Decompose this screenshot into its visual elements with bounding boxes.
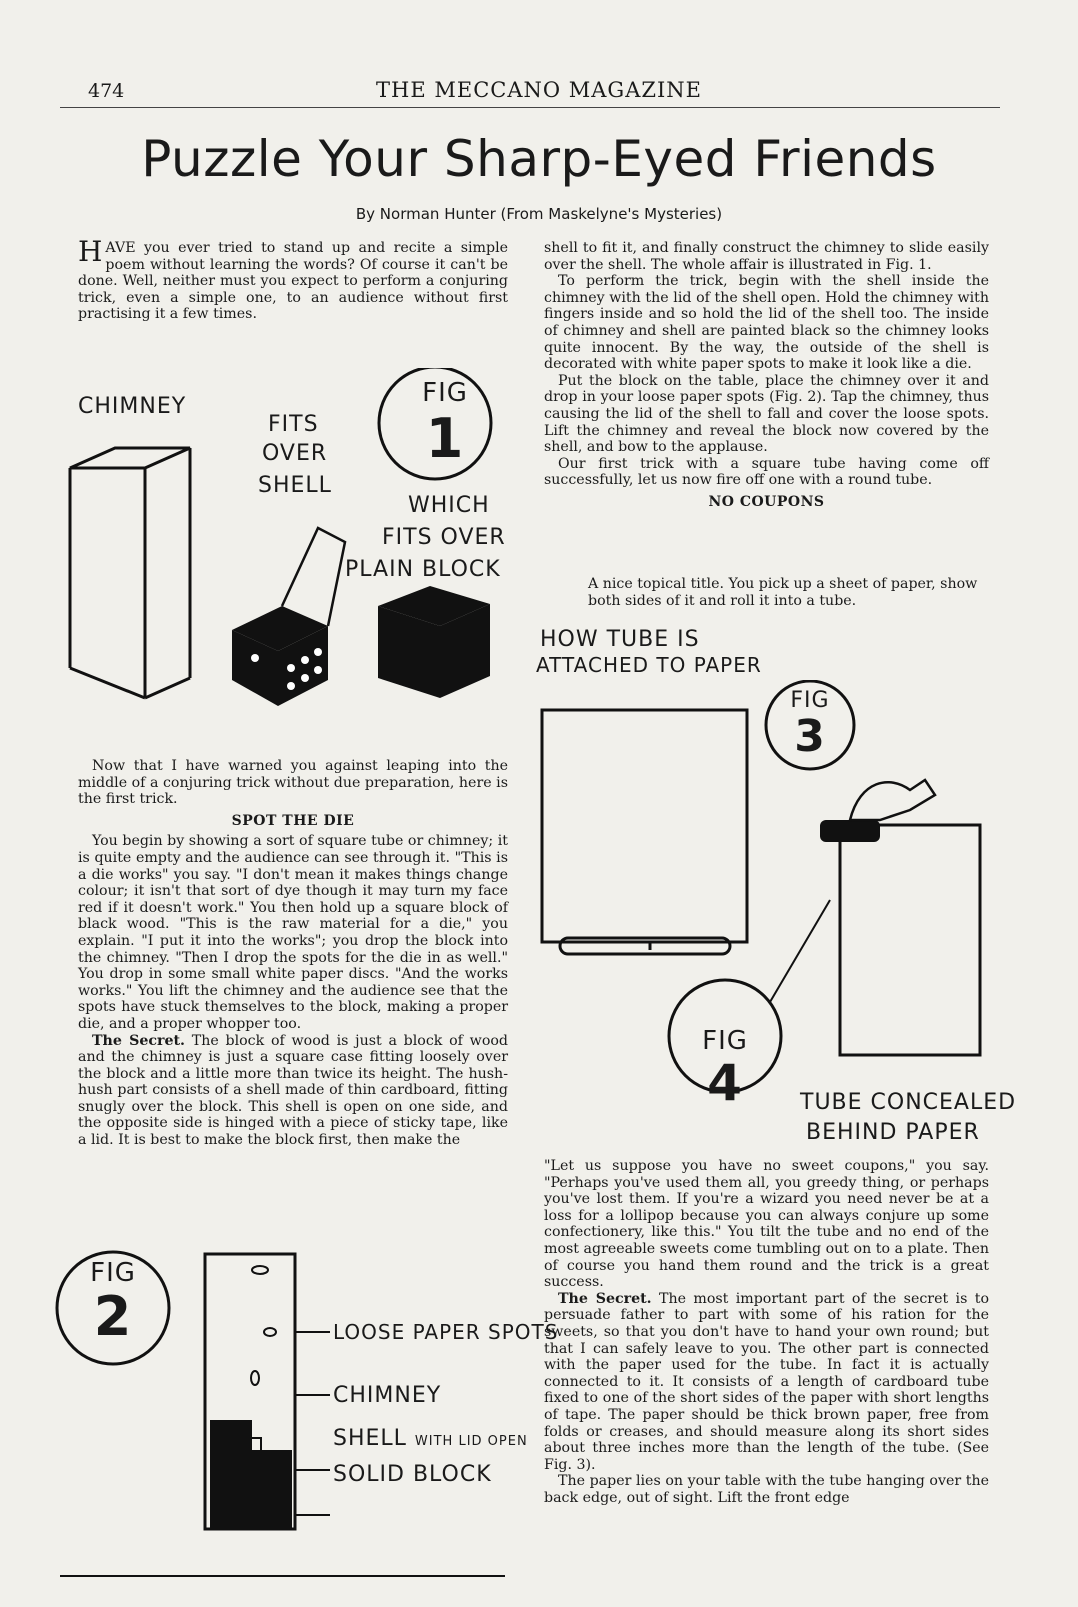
- heading-no-coupons: NO COUPONS: [708, 493, 825, 510]
- label-tube-concealed: TUBE CONCEALED: [800, 1090, 1017, 1115]
- label-fig2-shell: [333, 1428, 528, 1450]
- right-paragraph-3: Put the block on the table, place the chimney over it and drop in your loose paper spots (Fig. 2). Tap the chimney, thus causing the lid of the shell to fall and cover the loose spots. Lift the chimney and reveal the block now covered by the shell, and bow to the applause.: [544, 372, 989, 456]
- label-shell-text: SHELL: [333, 1426, 407, 1451]
- magazine-title: THE MECCANO MAGAZINE: [376, 78, 702, 102]
- right-paragraph-2: To perform the trick, begin with the shell inside the chimney with the lid of the shell open. Hold the chimney with fingers inside and so hold the lid of the shell too. The inside of chimney and shell are painted black so the chimney looks quite innocent. By the way, the outside of the shell is decorated with white paper spots to make it look like a die.: [544, 273, 989, 373]
- secret-text-2: The most important part of the secret is to persuade father to part with some of his ration for the sweets, so that you don't have to hand your own round; but that I can safely leave to you. The other part is connected with the paper used for the tube. In fact it is actually connected to it. It consists of a length of cardboard tube fixed to one of the short sides of the paper with short lengths of tape. The paper should be thick brown paper, free from folds or creases, and should measure along its short sides about three inches more than the length of the tube. (See Fig. 3).: [544, 1290, 990, 1473]
- fig4-tube: [820, 820, 880, 842]
- secret-label-2: The Secret.: [558, 1290, 652, 1307]
- right-column-top: [544, 240, 989, 515]
- spot-the-die-paragraph: You begin by showing a sort of square tube or chimney; it is quite empty and the audience can see through it. "This is a die works" you say. "I don't mean it makes things change colour; it isn't that sort of dye though it may turn my face red if it doesn't work." You then hold up a square block of black wood. "This is the raw material for a die," you explain. "I put it into the works"; you drop the block into the chimney. "Then I drop the spots for the die in as well." You drop in some small white paper discs. "And the works works." You lift the chimney and the audience see that the spots have stuck themselves to the block, making a proper die, and a proper whopper too.: [78, 833, 508, 1032]
- label-behind-paper: BEHIND PAPER: [806, 1120, 980, 1145]
- fig4-badge-number: 4: [707, 1054, 743, 1112]
- label-solid-block: SOLID BLOCK: [333, 1462, 492, 1487]
- warning-paragraph: Now that I have warned you against leaping into the middle of a conjuring trick without due preparation, here is the first trick.: [78, 758, 508, 808]
- label-fig2-chimney: CHIMNEY: [333, 1383, 442, 1408]
- left-column-body: [78, 758, 508, 1149]
- fig2-badge-label: FIG: [90, 1258, 136, 1288]
- right-paragraph-4: Our first trick with a square tube having come off successfully, let us now fire off one with a round tube.: [544, 455, 989, 489]
- fig3-paper-drawing: [542, 710, 747, 950]
- heading-spot-the-die: SPOT THE DIE: [231, 812, 355, 829]
- chimney-drawing: [70, 448, 190, 698]
- intro-text: AVE you ever tried to stand up and recite a simple poem without learning the words? Of course it can't be done. Well, neither must you expect to perform a conjuring trick, even a simple one, to an audience without first practising it a few times.: [78, 240, 508, 323]
- header-rule: [60, 107, 1000, 108]
- byline: By Norman Hunter (From Maskelyne's Mysteries): [355, 205, 723, 223]
- label-loose-paper-spots: LOOSE PAPER SPOTS: [333, 1320, 559, 1344]
- fig4-badge-label: FIG: [702, 1026, 748, 1056]
- hand-icon: [850, 780, 935, 820]
- label-with-lid-open: WITH LID OPEN: [414, 1434, 528, 1449]
- secret-label-1: The Secret.: [92, 1032, 185, 1049]
- label-shell: SHELL: [258, 473, 332, 498]
- label-attached-to-paper: ATTACHED TO PAPER: [536, 653, 762, 677]
- label-fits: FITS: [268, 412, 319, 437]
- intro-paragraph: [78, 235, 508, 323]
- fig2-badge-number: 2: [93, 1285, 133, 1348]
- final-paragraph: The paper lies on your table with the tube hanging over the back edge, out of sight. Lift the front edge: [544, 1473, 989, 1506]
- right-column-bottom: [544, 1158, 989, 1506]
- fig3-badge-label: FIG: [790, 688, 830, 713]
- no-coupons-paragraph: "Let us suppose you have no sweet coupons," you say. "Perhaps you've used them all, you greedy thing, or perhaps you've lost them. If you're a wizard you need never be at a loss for a lollipop because you can always conjure up some confectionery, like this." You tilt the tube and no end of the most agreeable sweets come tumbling out on to a plate. Then of course you hand them round and the trick is a great success.: [544, 1158, 989, 1291]
- no-coupons-text: A nice topical title. You pick up a sheet of paper, show both sides of it and roll it into a tube.: [588, 576, 978, 609]
- label-over: OVER: [262, 441, 328, 466]
- fig2-leader-lines: [295, 1332, 330, 1515]
- label-fits-over: FITS OVER: [382, 525, 506, 550]
- fig1-badge-number: 1: [425, 407, 465, 470]
- label-plain-block: PLAIN BLOCK: [345, 557, 501, 582]
- article-title: Puzzle Your Sharp-Eyed Friends: [141, 130, 937, 188]
- label-which: WHICH: [408, 493, 490, 518]
- fig4-paper-drawing: [840, 825, 980, 1055]
- dropcap: H: [78, 235, 103, 268]
- shell-die-drawing: [232, 528, 345, 706]
- no-coupons-intro: [588, 576, 988, 609]
- fig3-badge-number: 3: [794, 711, 826, 762]
- page-number: 474: [88, 80, 125, 102]
- fig2-block: [210, 1420, 252, 1530]
- secret-text-1: The block of wood is just a block of wood and the chimney is just a square case fitting loosely over the block and a little more than twice its height. The hush-hush part consists of a shell made of thin cardboard, fitting snugly over the block. This shell is open on one side, and the opposite side is hinged with a piece of sticky tape, like a lid. It is best to make the block first, then make the: [78, 1032, 508, 1149]
- plain-block-drawing: [378, 586, 490, 698]
- label-how-tube-is: HOW TUBE IS: [540, 627, 700, 652]
- fig1-badge-label: FIG: [422, 378, 468, 408]
- label-chimney: CHIMNEY: [78, 394, 187, 419]
- right-paragraph-1: shell to fit it, and finally construct the chimney to slide easily over the shell. The whole affair is illustrated in Fig. 1.: [544, 240, 989, 273]
